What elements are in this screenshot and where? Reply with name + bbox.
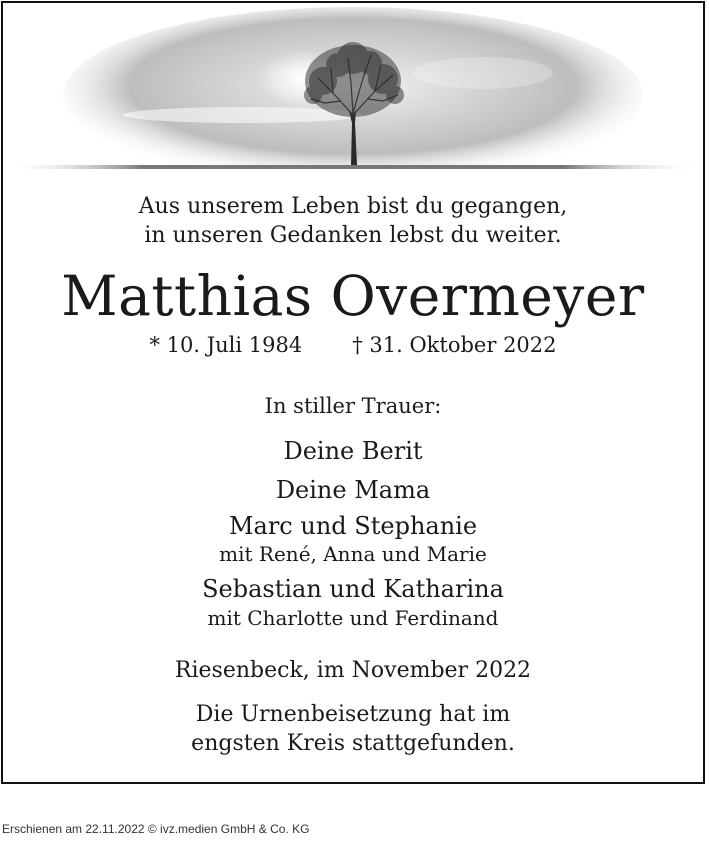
death-date: † 31. Oktober 2022 <box>352 333 557 357</box>
closing-line: engsten Kreis stattgefunden. <box>191 731 515 756</box>
mourner-children: mit René, Anna und Marie <box>219 542 487 566</box>
mourner-name: Marc und Stephanie <box>228 512 478 540</box>
tree-banner-image <box>3 3 703 183</box>
mourning-intro: In stiller Trauer: <box>264 394 442 418</box>
mourner-name: Deine Mama <box>275 476 431 504</box>
mourner-name: Sebastian und Katharina <box>202 575 504 603</box>
memorial-verse <box>3 192 703 250</box>
obituary-frame <box>1 1 705 784</box>
closing-line: Die Urnenbeisetzung hat im <box>195 702 511 727</box>
deceased-name: Matthias Overmeyer <box>61 264 645 328</box>
birth-date: * 10. Juli 1984 <box>149 333 303 357</box>
closing-note <box>3 700 703 758</box>
place-and-date: Riesenbeck, im November 2022 <box>174 658 532 683</box>
verse-line: in unseren Gedanken lebst du weiter. <box>144 223 562 248</box>
mourner-name: Deine Berit <box>283 437 423 465</box>
verse-line: Aus unserem Leben bist du gegangen, <box>138 194 568 219</box>
publication-footer: Erschienen am 22.11.2022 © ivz.medien GmbH & Co. KG <box>2 822 310 836</box>
life-dates <box>3 331 703 359</box>
mourner-children: mit Charlotte und Ferdinand <box>207 606 499 630</box>
